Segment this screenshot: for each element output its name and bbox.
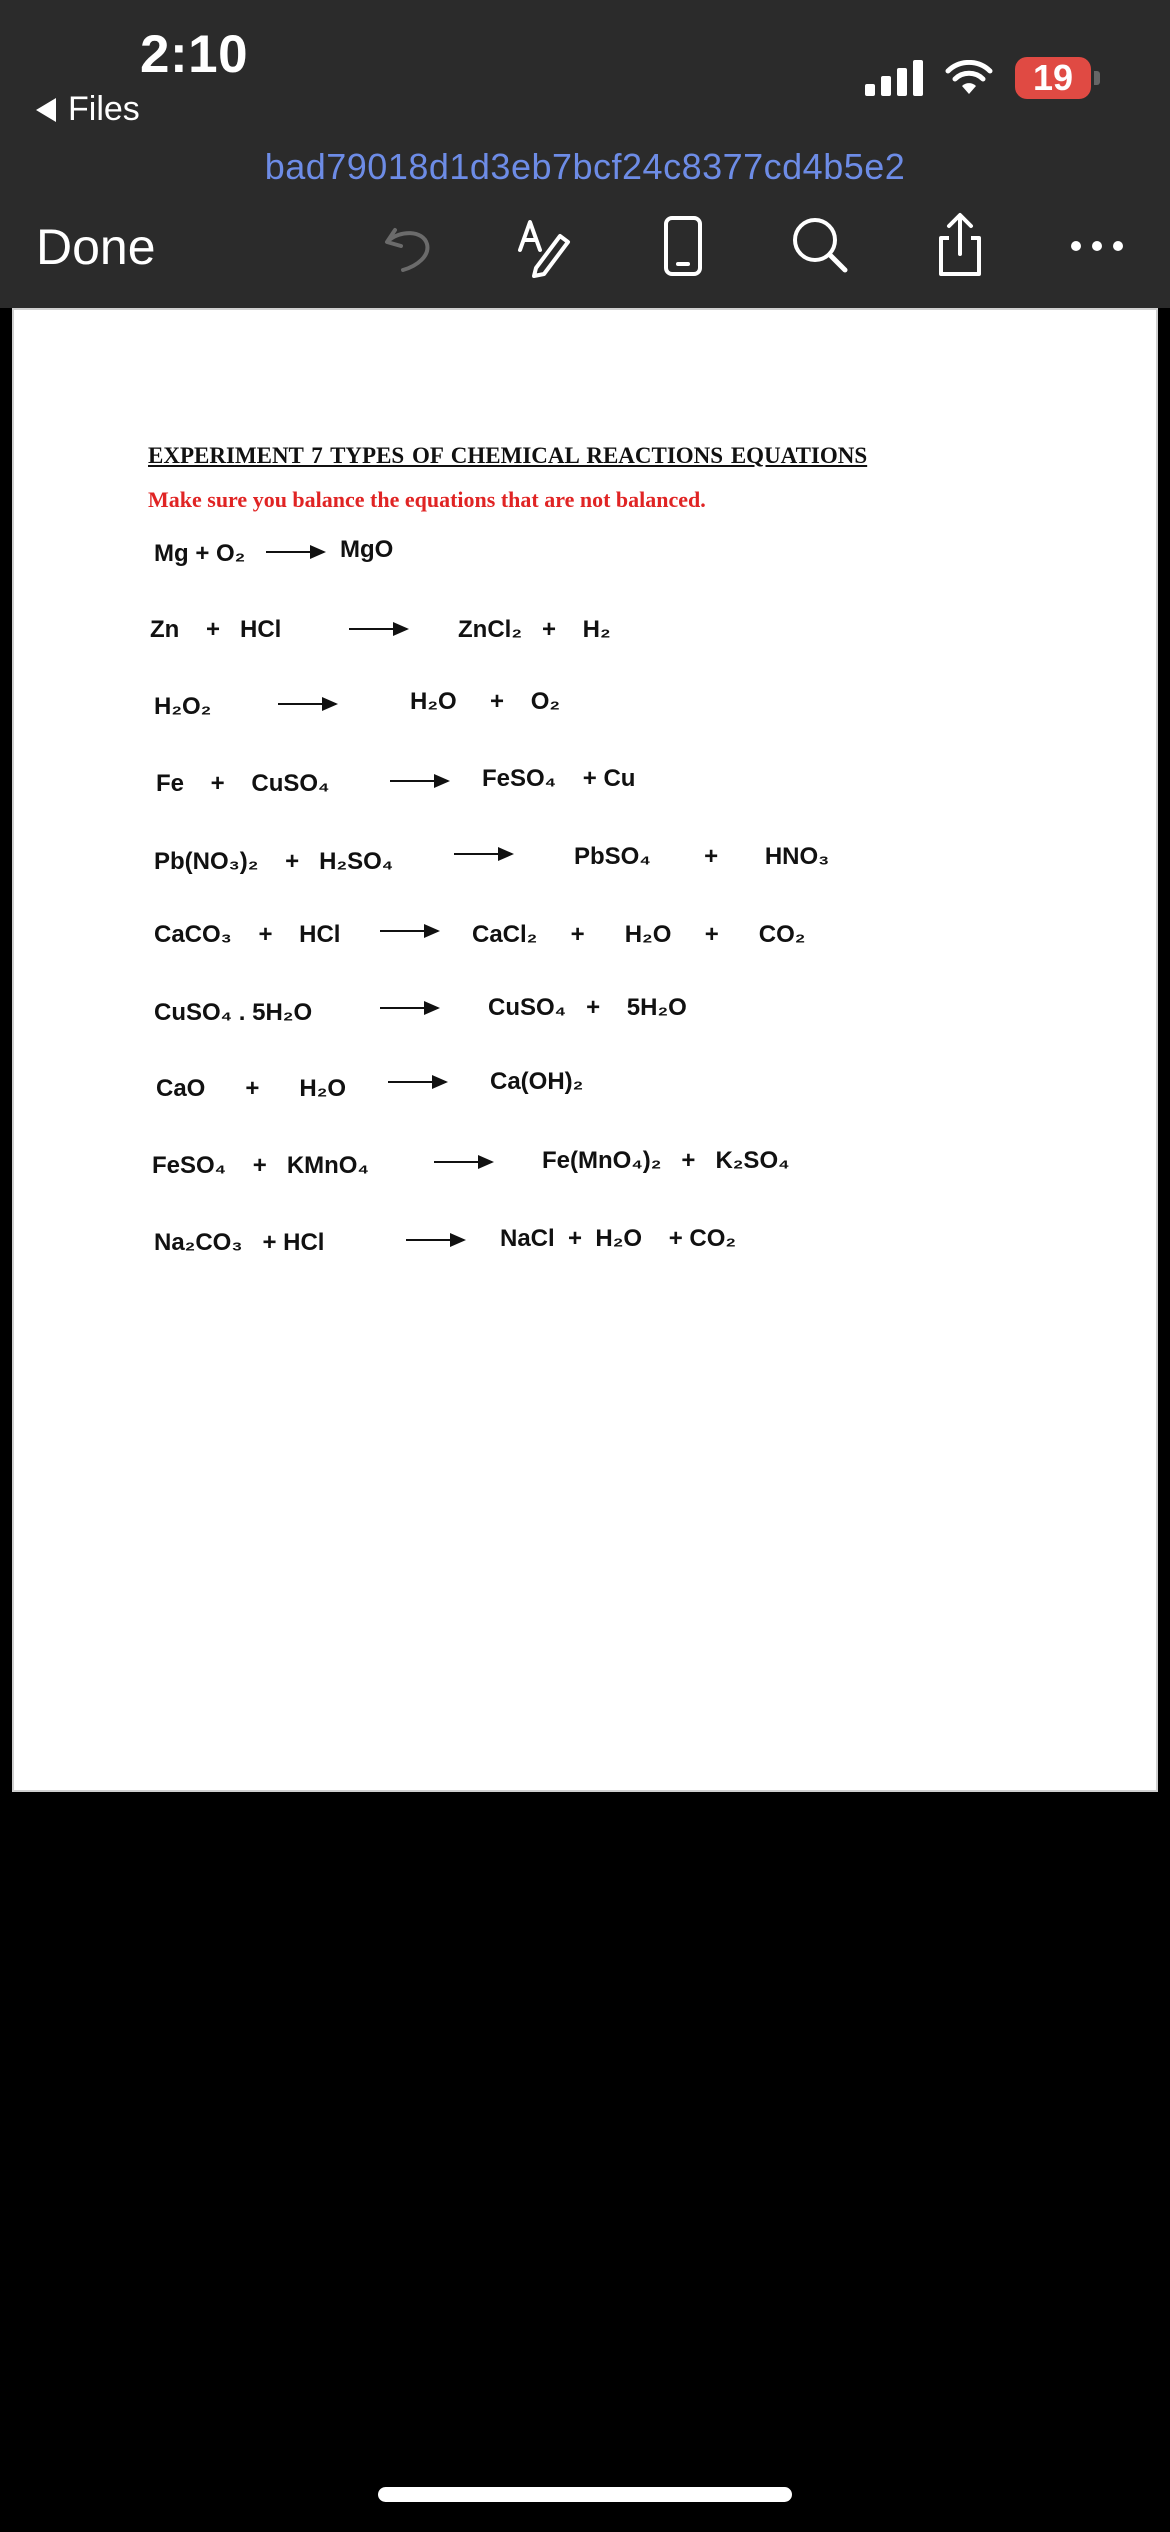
document-note: Make sure you balance the equations that are not balanced. [148, 487, 706, 512]
back-to-files-link[interactable] [36, 90, 140, 129]
reaction-arrow-icon [434, 1161, 492, 1163]
equation-6-products: CaCl₂ + H₂O + CO₂ [472, 921, 806, 948]
reaction-arrow-icon [406, 1239, 464, 1241]
document-title: EXPERIMENT 7 TYPES OF CHEMICAL REACTIONS EQUATIONS [148, 443, 868, 468]
reaction-arrow-icon [278, 703, 336, 705]
equation-4-products: FeSO₄ + Cu [482, 765, 636, 792]
reaction-arrow-icon [349, 628, 407, 630]
equation-6-reactants: CaCO₃ + HCl [154, 921, 341, 948]
reaction-arrow-icon [454, 853, 512, 855]
viewer-header [0, 0, 1170, 308]
status-icons [865, 54, 1100, 102]
more-icon[interactable] [1062, 210, 1132, 280]
undo-icon[interactable] [375, 210, 445, 280]
back-arrow-icon [36, 98, 56, 122]
equation-10-products: NaCl + H₂O + CO₂ [500, 1225, 737, 1252]
wifi-icon [945, 60, 993, 96]
equation-4-reactants: Fe + CuSO₄ [156, 770, 330, 797]
done-button[interactable]: Done [36, 219, 156, 275]
reaction-arrow-icon [380, 930, 438, 932]
equation-9-products: Fe(MnO₄)₂ + K₂SO₄ [542, 1147, 790, 1174]
status-time: 2:10 [140, 25, 249, 84]
back-label: Files [68, 90, 140, 128]
equation-3-reactants: H₂O₂ [154, 693, 212, 720]
equation-1-reactants: Mg + O₂ [154, 540, 246, 567]
equation-10-reactants: Na₂CO₃ + HCl [154, 1229, 325, 1256]
home-indicator[interactable] [378, 2487, 792, 2502]
battery-icon [1015, 57, 1100, 99]
reaction-arrow-icon [266, 551, 324, 553]
equation-8-products: Ca(OH)₂ [490, 1068, 584, 1095]
markup-icon[interactable] [510, 210, 580, 280]
search-icon[interactable] [785, 210, 855, 280]
page-icon[interactable] [648, 210, 718, 280]
equation-2-reactants: Zn + HCl [150, 616, 282, 643]
reaction-arrow-icon [390, 780, 448, 782]
equation-5-products: PbSO₄ + HNO₃ [574, 843, 830, 870]
equation-7-reactants: CuSO₄ . 5H₂O [154, 999, 313, 1026]
file-title: bad79018d1d3eb7bcf24c8377cd4b5e2 [264, 146, 906, 187]
equation-1-products: MgO [340, 536, 394, 563]
battery-level: 19 [1015, 57, 1091, 99]
equation-3-products: H₂O + O₂ [410, 688, 561, 715]
share-icon[interactable] [925, 210, 995, 280]
equation-2-products: ZnCl₂ + H₂ [458, 616, 611, 643]
document-page [12, 308, 1158, 1792]
reaction-arrow-icon [380, 1007, 438, 1009]
equation-7-products: CuSO₄ + 5H₂O [488, 994, 687, 1021]
equation-5-reactants: Pb(NO₃)₂ + H₂SO₄ [154, 848, 394, 875]
reaction-arrow-icon [388, 1081, 446, 1083]
equation-9-reactants: FeSO₄ + KMnO₄ [152, 1152, 369, 1179]
equation-8-reactants: CaO + H₂O [156, 1075, 347, 1102]
cellular-signal-icon [865, 60, 923, 96]
